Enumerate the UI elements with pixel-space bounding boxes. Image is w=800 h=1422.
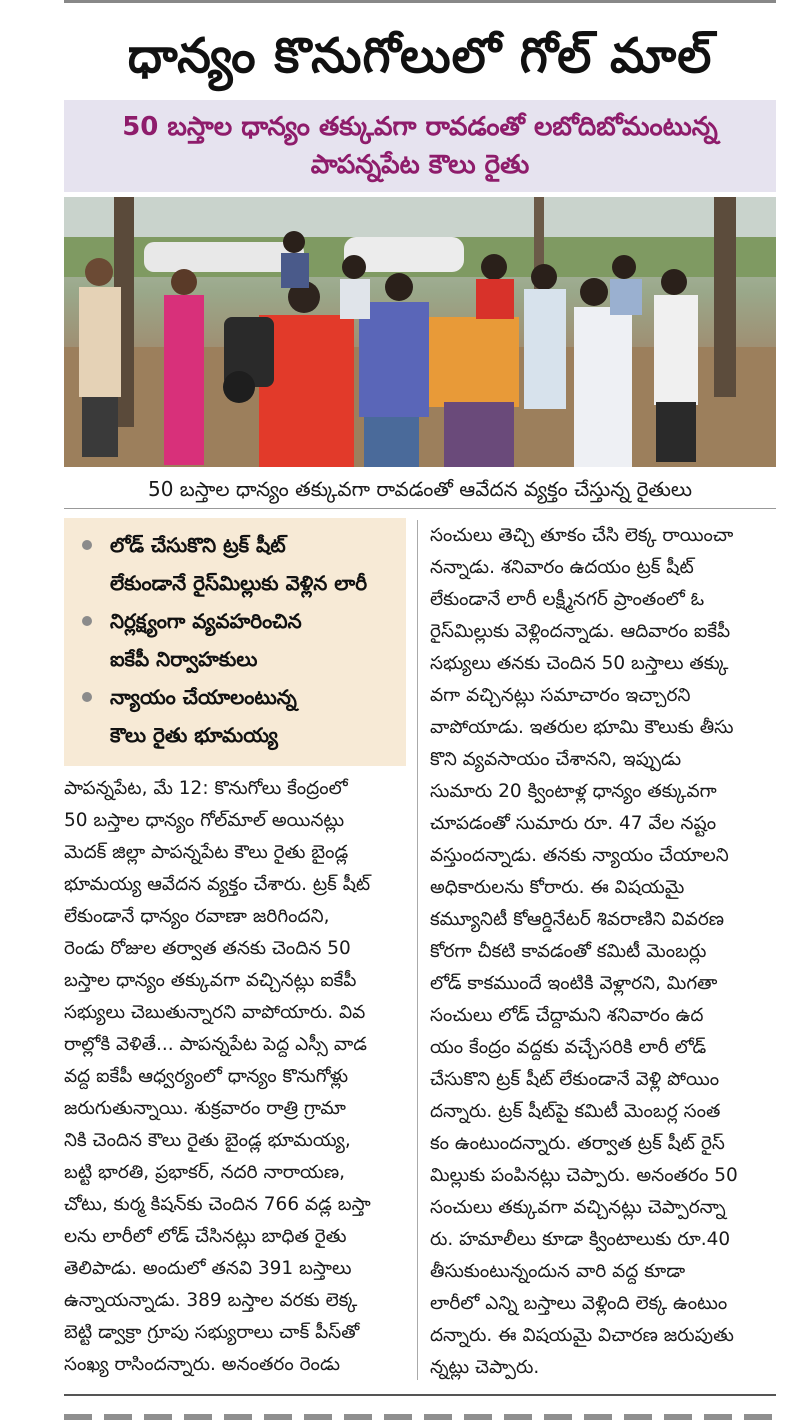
body-text-line: రు. హమాలీలు కూడా క్వింటాలుకు రూ.40: [430, 1229, 731, 1250]
body-text-line: లేకుండానే లారీ లక్ష్మీనగర్ ప్రాంతంలో ఓ: [430, 589, 705, 610]
body-text-line: సంచులు తెచ్చి తూకం చేసి లెక్క రాయించా: [430, 525, 734, 546]
body-text-line: రెండు రోజుల తర్వాత తనకు చెందిన 50: [64, 938, 351, 959]
body-text-line: పాపన్నపేట, మే 12: కొనుగోలు కేంద్రంలో: [64, 778, 348, 799]
body-text-line: సభ్యులు తనకు చెందిన 50 బస్తాలు తక్కు: [430, 653, 729, 674]
body-text-line: కొని వ్యవసాయం చేశానని, ఇప్పుడు: [430, 749, 682, 770]
column-divider: [417, 520, 418, 1380]
bullet-icon: [82, 540, 92, 550]
body-text-line: రైస్‌మిల్లుకు వెళ్లిందన్నాడు. ఆదివారం ఐకేపీ: [430, 621, 731, 642]
article-headline: ధాన్యం కొనుగోలులో గోల్ మాల్: [127, 28, 713, 84]
body-text-line: చేసుకొని ట్రక్ షీట్ లేకుండానే వెళ్లి పోయిం: [430, 1069, 720, 1090]
subheadline-line: 50 బస్తాల ధాన్యం తక్కువగా రావడంతో లబోదిబోమంటున్న: [122, 112, 718, 142]
body-text-line: రాల్లోకి వెళితే... పాపన్నపేట పెద్ద ఎస్సీ వాడ: [64, 1034, 367, 1055]
bottom-rule: [64, 1394, 776, 1396]
highlight-item: [64, 602, 406, 678]
highlight-line: లేకుండానే రైస్‌మిల్లుకు వెళ్లిన లారీ: [110, 571, 368, 595]
body-text-line: చోటు, కుర్మ కిషన్‌కు చెందిన 766 వడ్ల బస్తా: [64, 1194, 371, 1215]
bullet-icon: [82, 692, 92, 702]
photo-caption: 50 బస్తాల ధాన్యం తక్కువగా రావడంతో ఆవేదన వ్యక్తం చేస్తున్న రైతులు: [147, 477, 693, 501]
body-text-line: బెట్టి డ్వాక్రా గ్రూపు సభ్యురాలు చాక్ పీస్‌తో: [64, 1322, 360, 1343]
article-photo: [64, 197, 776, 467]
top-rule: [64, 0, 776, 3]
highlight-line: ఐకేపీ నిర్వాహకులు: [110, 647, 258, 671]
highlight-line: నిర్లక్ష్యంగా వ్యవహరించిన: [110, 609, 302, 633]
body-text-line: కమ్యూనిటీ కోఆర్డినేటర్ శివరాణిని వివరణ: [430, 909, 725, 930]
body-text-line: తీసుకుంటున్నందున వారి వద్ద కూడా: [430, 1261, 686, 1282]
body-text-line: అధికారులను కోరారు. ఈ విషయమై: [430, 877, 685, 898]
body-text-line: న్నట్లు చెప్పారు.: [430, 1357, 540, 1378]
highlight-item: [64, 678, 406, 754]
body-text-line: నన్నాడు. శనివారం ఉదయం ట్రక్ షీట్: [430, 557, 694, 578]
caption-rule: [64, 508, 776, 509]
body-text-line: కం ఉంటుందన్నారు. తర్వాత ట్రక్ షీట్ రైస్: [430, 1133, 725, 1154]
body-text-line: లను లారీలో లోడ్ చేసినట్లు బాధిత రైతు: [64, 1226, 347, 1247]
body-text-line: తెలిపాడు. అందులో తనవి 391 బస్తాలు: [64, 1258, 352, 1279]
body-text-line: వగా వచ్చినట్లు సమాచారం ఇచ్చారని: [430, 685, 691, 706]
body-text-line: బస్తాల ధాన్యం తక్కువగా వచ్చినట్లు ఐకేపీ: [64, 970, 357, 991]
body-text-line: చూపడంతో సుమారు రూ. 47 వేల నష్టం: [430, 813, 717, 834]
highlight-line: కౌలు రైతు భూమయ్య: [110, 723, 278, 747]
body-text-line: యం కేంద్రం వద్దకు వచ్చేసరికి లారీ లోడ్: [430, 1037, 707, 1058]
article-body-right-column: [430, 520, 776, 1384]
body-text-line: సుమారు 20 క్వింటాళ్ల ధాన్యం తక్కువగా: [430, 781, 717, 802]
highlight-line: న్యాయం చేయాలంటున్న: [110, 685, 297, 709]
highlight-item: [64, 526, 406, 602]
next-article-cutoff: [64, 1406, 776, 1422]
body-text-line: బట్టి భారతి, ప్రభాకర్, నదరి నారాయణ,: [64, 1162, 345, 1183]
body-text-line: 50 బస్తాల ధాన్యం గోల్‌మాల్ అయినట్లు: [64, 810, 345, 831]
body-text-line: మిల్లుకు పంపినట్లు చెప్పారు. అనంతరం 50: [430, 1165, 738, 1186]
body-text-line: మెదక్ జిల్లా పాపన్నపేట కౌలు రైతు బైండ్ల: [64, 842, 349, 863]
highlight-line: లోడ్ చేసుకొని ట్రక్ షీట్: [110, 533, 286, 557]
body-text-line: వద్ద ఐకేపీ ఆధ్వర్యంలో ధాన్యం కొనుగోళ్లు: [64, 1066, 349, 1087]
body-text-line: దన్నారు. ట్రక్ షీట్‌పై కమిటీ మెంబర్ల సంత: [430, 1101, 721, 1122]
article-subheadline: [64, 100, 776, 192]
body-text-line: జరుగుతున్నాయి. శుక్రవారం రాత్రి గ్రామా: [64, 1098, 346, 1119]
body-text-line: లారీలో ఎన్ని బస్తాలు వెళ్లింది లెక్క ఉంటుం: [430, 1293, 728, 1314]
body-text-line: నికి చెందిన కౌలు రైతు బైండ్ల భూమయ్య,: [64, 1130, 351, 1151]
body-text-line: భూమయ్య ఆవేదన వ్యక్తం చేశారు. ట్రక్ షీట్: [64, 874, 371, 895]
body-text-line: సభ్యులు చెబుతున్నారని వాపోయారు. వివ: [64, 1002, 366, 1023]
subheadline-line: పాపన్నపేట కౌలు రైతు: [310, 150, 530, 180]
body-text-line: ఉన్నాయన్నాడు. 389 బస్తాల వరకు లెక్క: [64, 1290, 358, 1311]
body-text-line: లేకుండానే ధాన్యం రవాణా జరిగిందని,: [64, 906, 330, 927]
farmers-gathering-photo: [64, 197, 776, 467]
body-text-line: లోడ్ కాకముందే ఇంటికి వెళ్లారని, మిగతా: [430, 973, 718, 994]
article-body-left-column: [64, 773, 406, 1381]
body-text-line: వస్తుందన్నాడు. తనకు న్యాయం చేయాలని: [430, 845, 729, 866]
body-text-line: కోరగా చీకటి కావడంతో కమిటీ మెంబర్లు: [430, 941, 707, 962]
body-text-line: సంచులు తక్కువగా వచ్చినట్లు చెప్పారన్నా: [430, 1197, 726, 1218]
bullet-icon: [82, 616, 92, 626]
body-text-line: దన్నారు. ఈ విషయమై విచారణ జరుపుతు: [430, 1325, 734, 1346]
body-text-line: వాపోయాడు. ఇతరుల భూమి కౌలుకు తీసు: [430, 717, 734, 738]
body-text-line: సంఖ్య రాసిందన్నారు. అనంతరం రెండు: [64, 1354, 341, 1375]
article-highlights: [64, 518, 406, 766]
body-text-line: సంచులు లోడ్ చేద్దామని శనివారం ఉద: [430, 1005, 704, 1026]
